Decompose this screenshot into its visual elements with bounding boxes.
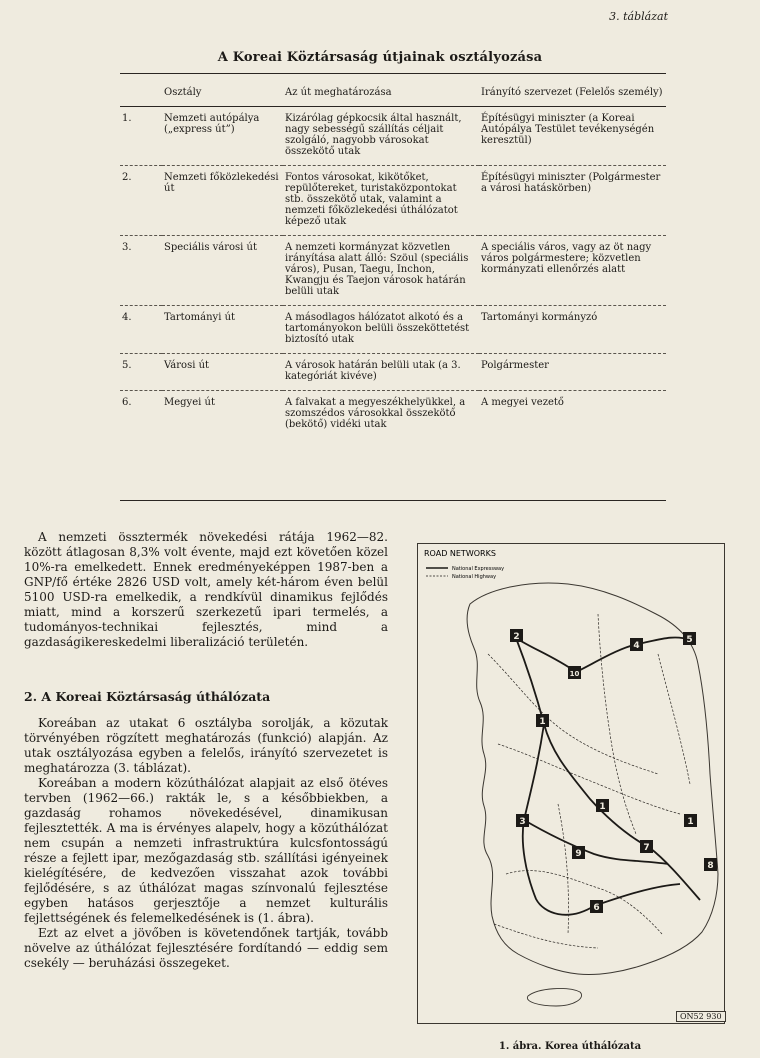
table-row	[120, 306, 666, 354]
row-num: 3.	[120, 236, 162, 306]
row-authority: A megyei vezető	[479, 391, 666, 439]
route-marker	[640, 840, 653, 853]
route-markers	[510, 629, 717, 913]
route-marker-label: 2	[513, 632, 520, 642]
route-marker-label: 6	[593, 903, 600, 913]
paragraph: Koreában a modern közúthálózat alapjait az első ötéves tervben (1962—66.) rakták le, s a későbbiekben, a gazdaság rohamos növekedésével, dinamikusan fejlesztették. A ma is érvényes alapelv, hogy a közúthálózat nem csupán a nemzeti infrastruktúra kulcsfontosságú része a fejlett ipar, mezőgazdaság stb. szállítási igényeinek kielégítésére, de kedvezően visszahat azok további fejlődésére, s az úthálózat magas színvonalú fejlesztése egyben hatásos gerjesztője a nemzet kulturális fejlettségének és felemelkedésének is (1. ábra).	[24, 776, 388, 925]
header-authority: Irányító szervezet (Felelős személy)	[479, 82, 666, 107]
table-row	[120, 391, 666, 439]
table-header-row	[120, 82, 666, 107]
legend-highway-label: National Highway	[452, 574, 497, 580]
route-marker	[568, 666, 581, 679]
row-definition: A másodlagos hálózatot alkotó és a tartományokon belüli összeköttetést biztosító utak	[283, 306, 479, 354]
route-marker-label: 5	[686, 635, 693, 645]
row-num: 4.	[120, 306, 162, 354]
route-marker-label: 8	[707, 861, 714, 871]
paragraph: Ezt az elvet a jövőben is követendőnek tartják, tovább növelve az úthálózat fejlesztésére fordítandó — eddig sem csekély — beruházási összegeket.	[24, 926, 388, 970]
route-marker	[516, 814, 529, 827]
table-top-rule	[120, 73, 666, 74]
table-row	[120, 354, 666, 391]
expressways	[516, 637, 700, 914]
jeju-island	[527, 989, 581, 1006]
row-class: Nemzeti autópálya („express út”)	[162, 107, 283, 166]
route-marker-label: 9	[575, 849, 582, 859]
paragraph: A nemzeti össztermék növekedési rátája 1962—82. között átlagosan 8,3% volt évente, majd ezt követően közel 10%-ra emelkedett. Ennek eredményeképpen 1987-ben a GNP/fő értéke 2826 USD volt, amely két-három éven belül 5100 USD-ra emelkedik, a rendkívül dinamikus fejlődés miatt, mind a korszerű szerkezetű ipari termelés, a tudományos-technikai fejlesztés, mind a gazdaságikereskedelmi liberalizáció területén.	[24, 530, 388, 649]
route-marker-label: 1	[687, 817, 694, 827]
table-row	[120, 166, 666, 236]
row-authority: Építésügyi miniszter (a Koreai Autópálya Testület tevékenységén keresztül)	[479, 107, 666, 166]
row-class: Megyei út	[162, 391, 283, 439]
row-definition: A városok határán belüli utak (a 3. kategóriát kivéve)	[283, 354, 479, 391]
table-title: A Koreai Köztársaság útjainak osztályozása	[217, 50, 543, 65]
row-class: Városi út	[162, 354, 283, 391]
route-marker	[590, 900, 603, 913]
row-num: 6.	[120, 391, 162, 439]
route-marker-label: 4	[633, 641, 640, 651]
intro-paragraph-block	[24, 530, 388, 650]
route-marker	[704, 858, 717, 871]
header-num	[120, 82, 162, 107]
route-marker	[630, 638, 643, 651]
route-marker	[536, 714, 549, 727]
route-marker	[683, 632, 696, 645]
table-row	[120, 236, 666, 306]
route-marker	[596, 799, 609, 812]
paragraph: Koreában az utakat 6 osztályba sorolják, a közutak törvényében rögzített meghatározás (funkció) alapján. Az utak osztályozása egyben a felelős, irányító szervezetet is meghatározza (3. táblázat).	[24, 716, 388, 775]
row-authority: Polgármester	[479, 354, 666, 391]
route-marker-label: 10	[569, 670, 580, 678]
row-definition: A nemzeti kormányzat közvetlen irányítása alatt álló: Szöul (speciális város), Pusan, Taegu, Inchon, Kwangju és Taejon városok határán belüli utak	[283, 236, 479, 306]
road-network-map	[417, 543, 725, 1024]
route-marker	[684, 814, 697, 827]
row-class: Tartományi út	[162, 306, 283, 354]
row-class: Speciális városi út	[162, 236, 283, 306]
section-heading: 2. A Koreai Köztársaság úthálózata	[24, 689, 271, 704]
legend-expressway-label: National Expressway	[452, 566, 505, 572]
header-class: Osztály	[162, 82, 283, 107]
highway-e	[658, 654, 690, 784]
route-marker-label: 1	[599, 802, 606, 812]
route-marker-label: 1	[539, 717, 546, 727]
route-marker-label: 7	[643, 843, 650, 853]
row-class: Nemzeti főközlekedési út	[162, 166, 283, 236]
national-highways	[488, 614, 693, 948]
expressway-namhae	[594, 884, 680, 906]
route-marker-label: 3	[519, 817, 526, 827]
expressway-seoul-east	[516, 638, 576, 672]
row-definition: Fontos városokat, kikötőket, repülőtereket, turistaközpontokat stb. összekötő utak, valamint a nemzeti főközlekedési úthálózatot képező utak	[283, 166, 479, 236]
row-num: 5.	[120, 354, 162, 391]
map-caption: 1. ábra. Korea úthálózata	[498, 1041, 642, 1052]
table-number: 3. táblázat	[609, 10, 668, 23]
table-bottom-rule	[120, 500, 666, 501]
row-authority: A speciális város, vagy az öt nagy város polgármestere; közvetlen kormányzati ellenőrzés alatt	[479, 236, 666, 306]
highway-g	[494, 924, 598, 948]
row-authority: Tartományi kormányzó	[479, 306, 666, 354]
map-code: ON52 930	[676, 1011, 726, 1022]
header-definition: Az út meghatározása	[283, 82, 479, 107]
row-num: 1.	[120, 107, 162, 166]
map-drawing	[418, 544, 724, 1023]
row-num: 2.	[120, 166, 162, 236]
map-title: ROAD NETWORKS	[424, 549, 496, 558]
expressway-honam	[523, 724, 594, 915]
expressway-gyeongbu	[516, 638, 700, 900]
row-definition: A falvakat a megyeszékhelyükkel, a szomszédos városokkal összekötő (bekötő) vidéki utak	[283, 391, 479, 439]
row-definition: Kizárólag gépkocsik által használt, nagy sebességű szállítás céljait szolgáló, nagyobb városokat összekötő utak	[283, 107, 479, 166]
highway-c	[498, 744, 680, 814]
coastline	[467, 583, 718, 974]
route-marker	[572, 846, 585, 859]
table-row	[120, 107, 666, 166]
road-classification-table	[120, 82, 666, 438]
section-paragraph-block	[24, 716, 388, 971]
route-marker	[510, 629, 523, 642]
row-authority: Építésügyi miniszter (Polgármester a városi hatáskörben)	[479, 166, 666, 236]
